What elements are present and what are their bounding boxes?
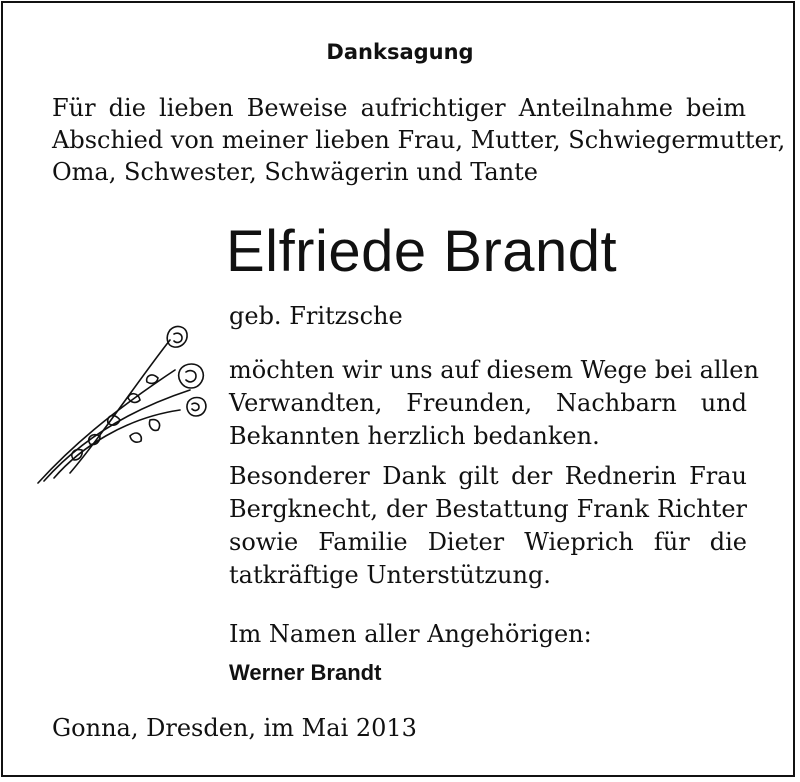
- maiden-name: geb. Fritzsche: [229, 302, 403, 330]
- notice-title: Danksagung: [326, 40, 474, 64]
- thanks-text: [229, 354, 759, 453]
- deceased-name: Elfriede Brandt: [226, 219, 618, 284]
- special-thanks-line: sowie Familie Dieter Wieprich für die: [229, 528, 747, 556]
- thanks-line: möchten wir uns auf diesem Wege bei allen: [229, 356, 759, 384]
- special-thanks-line: Bergknecht, der Bestattung Frank Richter: [229, 495, 747, 523]
- thanks-line: Verwandten, Freunden, Nachbarn und: [229, 389, 747, 417]
- intro-line: Für die lieben Beweise aufrichtiger Anteilnahme beim: [52, 94, 746, 122]
- thanks-line: Bekannten herzlich bedanken.: [229, 422, 600, 450]
- special-thanks-line: tatkräftige Unterstützung.: [229, 561, 551, 589]
- signatory-name: Werner Brandt: [229, 660, 382, 685]
- intro-line: Oma, Schwester, Schwägerin und Tante: [52, 158, 538, 186]
- special-thanks-text: [229, 460, 747, 592]
- intro-line: Abschied von meiner lieben Frau, Mutter, Schwiegermutter,: [52, 126, 786, 154]
- intro-text: [52, 92, 786, 188]
- special-thanks-line: Besonderer Dank gilt der Rednerin Frau: [229, 462, 747, 490]
- on-behalf-text: Im Namen aller Angehörigen:: [229, 620, 592, 648]
- roses-illustration-icon: [30, 318, 220, 488]
- place-date: Gonna, Dresden, im Mai 2013: [52, 714, 417, 742]
